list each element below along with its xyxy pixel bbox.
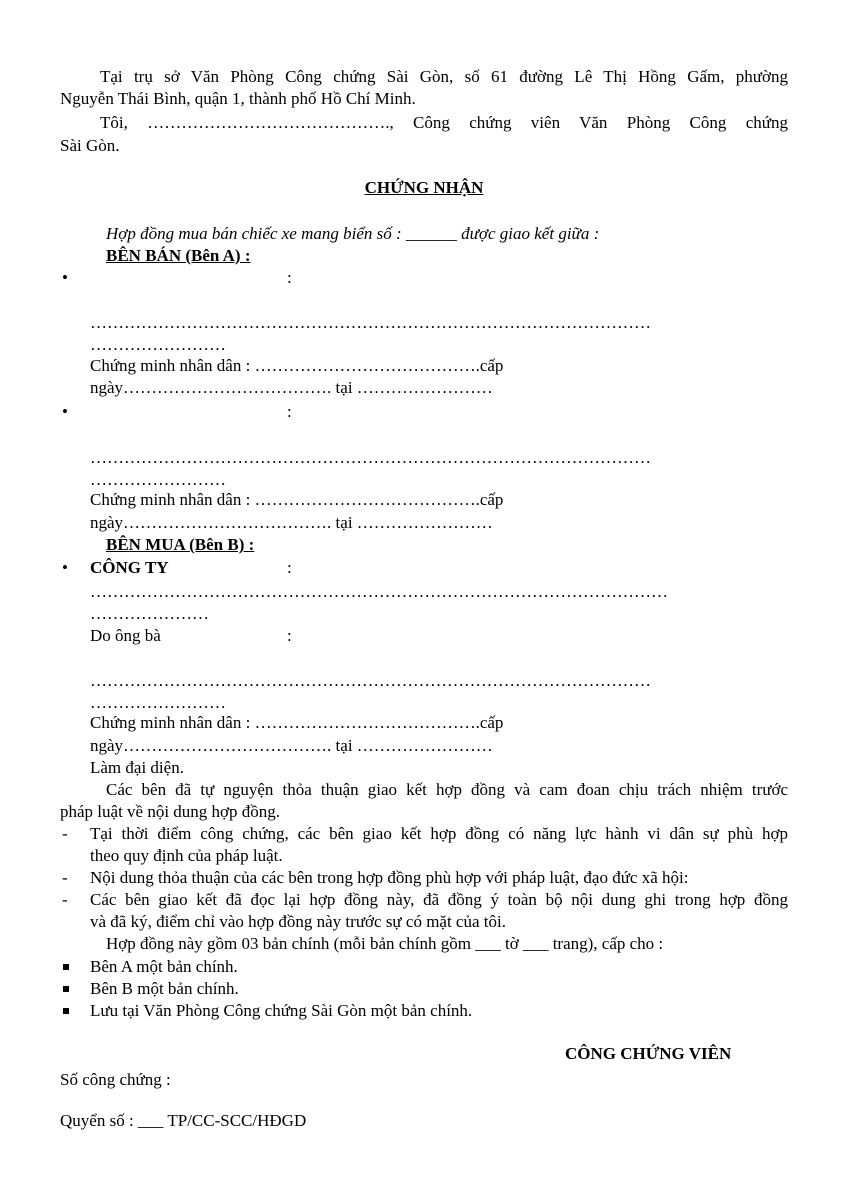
buyer-role: Làm đại diện.	[90, 758, 184, 777]
copy-2: Bên B một bản chính.	[90, 979, 239, 998]
buyer-rep-id-line: Chứng minh nhân dân : ………………………………….cấp	[90, 713, 504, 732]
buyer-rep-dots-short: ……………………	[90, 693, 226, 712]
bullet-icon: •	[62, 402, 68, 421]
buyer-rep-colon: :	[287, 626, 292, 645]
buyer-company-dots-short: …………………	[90, 604, 209, 623]
book-number: Quyển số : ___ TP/CC-SCC/HĐGD	[60, 1111, 307, 1130]
buyer-company-dots-long: …………………………………………………………………………………………	[90, 582, 668, 601]
term-3-line-2: và đã ký, điểm chỉ vào hợp đồng này trước sự có mặt của tôi.	[90, 912, 506, 931]
buyer-company: CÔNG TY	[90, 558, 169, 577]
term-2: Nội dung thỏa thuận của các bên trong hợp đồng phù hợp với pháp luật, đạo đức xã hội:	[90, 868, 689, 887]
copy-1: Bên A một bản chính.	[90, 957, 238, 976]
dash-icon: -	[62, 890, 68, 909]
seller-2-colon: :	[287, 402, 292, 421]
buyer-rep-date-line: ngày………………………………. tại ……………………	[90, 736, 493, 755]
square-bullet-icon	[63, 964, 69, 970]
term-1-line-1: Tại thời điểm công chứng, các bên giao kết hợp đồng có năng lực hành vi dân sự phù hợp	[90, 824, 788, 843]
buyer-company-colon: :	[287, 558, 292, 577]
dash-icon: -	[62, 824, 68, 843]
seller-1-dots-long: ………………………………………………………………………………………	[90, 313, 651, 332]
seller-1-id-line: Chứng minh nhân dân : ………………………………….cấp	[90, 356, 504, 375]
seller-1-date-line: ngày………………………………. tại ……………………	[90, 378, 493, 397]
seller-1-colon: :	[287, 268, 292, 287]
term-1-line-2: theo quy định của pháp luật.	[90, 846, 283, 865]
buyer-title: BÊN MUA (Bên B) :	[106, 535, 255, 554]
seller-2-dots-long: ………………………………………………………………………………………	[90, 448, 651, 467]
notary-number: Số công chứng :	[60, 1070, 171, 1089]
seller-2-date-line: ngày………………………………. tại ……………………	[90, 513, 493, 532]
square-bullet-icon	[63, 986, 69, 992]
dash-icon: -	[62, 868, 68, 887]
seller-1-dots-short: ……………………	[90, 335, 226, 354]
intro-line-2: Nguyễn Thái Bình, quận 1, thành phố Hồ Chí Minh.	[60, 89, 416, 108]
copies-intro: Hợp đồng này gồm 03 bản chính (mỗi bản chính gồm ___ tờ ___ trang), cấp cho :	[106, 934, 664, 953]
notary-signature-title: CÔNG CHỨNG VIÊN	[565, 1044, 732, 1063]
buyer-rep-label: Do ông bà	[90, 626, 161, 645]
buyer-rep-dots-long: ………………………………………………………………………………………	[90, 671, 651, 690]
terms-paragraph-2: pháp luật về nội dung hợp đồng.	[60, 802, 281, 821]
bullet-icon: •	[62, 268, 68, 287]
seller-title: BÊN BÁN (Bên A) :	[106, 246, 251, 265]
terms-paragraph-1: Các bên đã tự nguyện thỏa thuận giao kết hợp đồng và cam đoan chịu trách nhiệm trước	[106, 780, 788, 799]
page-title: CHỨNG NHẬN	[364, 178, 484, 197]
copy-3: Lưu tại Văn Phòng Công chứng Sài Gòn một bản chính.	[90, 1001, 473, 1020]
term-3-line-1: Các bên giao kết đã đọc lại hợp đồng này, đã đồng ý toàn bộ nội dung ghi trong hợp đồng	[90, 890, 788, 909]
square-bullet-icon	[63, 1008, 69, 1014]
notary-line-2: Sài Gòn.	[60, 136, 120, 155]
notary-line-1: Tôi, ……………………………………., Công chứng viên Văn Phòng Công chứng	[100, 113, 788, 132]
seller-2-dots-short: ……………………	[90, 470, 226, 489]
intro-line-1: Tại trụ sở Văn Phòng Công chứng Sài Gòn, số 61 đường Lê Thị Hồng Gấm, phường	[100, 67, 788, 86]
seller-2-id-line: Chứng minh nhân dân : ………………………………….cấp	[90, 490, 504, 509]
contract-intro: Hợp đồng mua bán chiếc xe mang biển số : ______ được giao kết giữa :	[106, 224, 600, 243]
bullet-icon: •	[62, 558, 68, 577]
